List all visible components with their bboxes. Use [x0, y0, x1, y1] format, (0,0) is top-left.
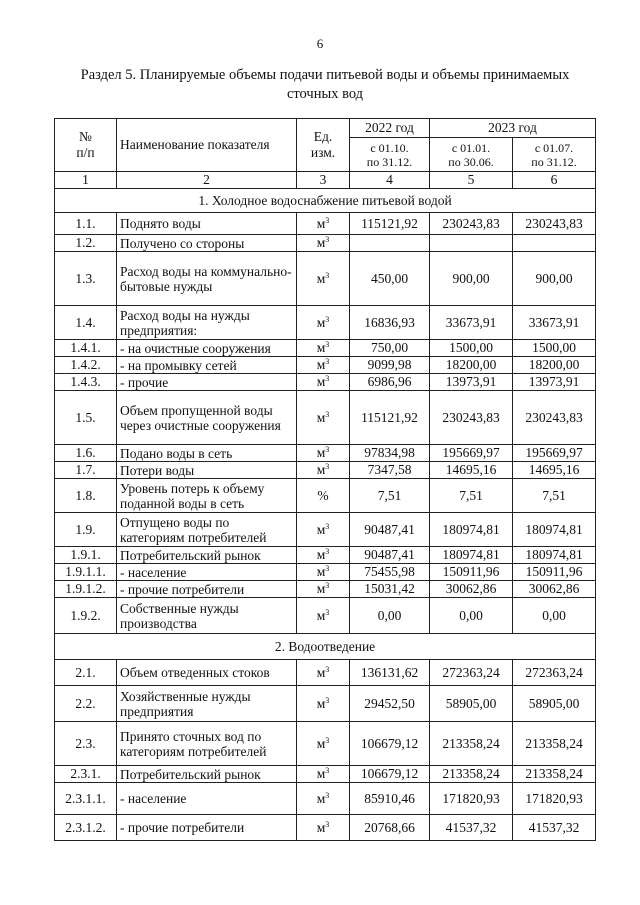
value-2022-q4: 9099,98 [350, 357, 430, 374]
index-cell: 3 [297, 172, 350, 189]
header-unit [297, 119, 350, 172]
index-cell: 6 [513, 172, 596, 189]
unit-text: м [316, 357, 326, 372]
value-2023-h1: 213358,24 [430, 766, 513, 783]
row-unit [297, 564, 350, 581]
unit-text: м [316, 374, 326, 389]
unit-exponent: 3 [325, 215, 330, 225]
value-2023-h2 [513, 235, 596, 252]
value-2022-q4: 75455,98 [350, 564, 430, 581]
row-name: Подано воды в сеть [117, 445, 297, 462]
row-name: - население [117, 783, 297, 815]
unit-exponent: 3 [325, 340, 330, 349]
row-name: - прочие [117, 374, 297, 391]
value-2023-h1: 58905,00 [430, 686, 513, 722]
header-name: Наименование показателя [117, 119, 297, 172]
value-2023-h2: 272363,24 [513, 660, 596, 686]
row-number: 1.8. [55, 479, 117, 513]
unit-text: м [316, 547, 326, 562]
row-unit [297, 815, 350, 841]
row-name: Принято сточных вод по категориям потребителей [117, 722, 297, 766]
row-unit [297, 340, 350, 357]
value-2023-h1: 14695,16 [430, 462, 513, 479]
table-row [55, 598, 596, 634]
value-2023-h1: 900,00 [430, 252, 513, 306]
table-row [55, 564, 596, 581]
table-row [55, 547, 596, 564]
value-2023-h1: 18200,00 [430, 357, 513, 374]
row-name: Получено со стороны [117, 235, 297, 252]
row-name: Хозяйственные нужды предприятия [117, 686, 297, 722]
header-period-1-line-1: с 01.10. [370, 140, 409, 155]
unit-text: м [316, 445, 326, 460]
row-name: - прочие потребители [117, 581, 297, 598]
header-year-2022: 2022 год [350, 119, 430, 138]
table-row [55, 306, 596, 340]
row-unit [297, 391, 350, 445]
header-period-3 [513, 138, 596, 172]
value-2023-h2: 230243,83 [513, 391, 596, 445]
unit-text: м [316, 735, 326, 751]
row-unit [297, 479, 350, 513]
value-2023-h2: 195669,97 [513, 445, 596, 462]
table-row [55, 391, 596, 445]
row-number: 1.9.1. [55, 547, 117, 564]
row-number: 1.4.2. [55, 357, 117, 374]
row-name: - на промывку сетей [117, 357, 297, 374]
unit-text: % [317, 487, 329, 503]
value-2023-h2: 213358,24 [513, 722, 596, 766]
value-2022-q4: 90487,41 [350, 513, 430, 547]
row-name: Расход воды на коммунально-бытовые нужды [117, 252, 297, 306]
row-number: 1.3. [55, 252, 117, 306]
row-unit [297, 581, 350, 598]
row-unit [297, 766, 350, 783]
table-row [55, 581, 596, 598]
header-number [55, 119, 117, 172]
header-year-2023: 2023 год [430, 119, 596, 138]
value-2023-h2: 13973,91 [513, 374, 596, 391]
page-number: 6 [316, 36, 324, 51]
unit-exponent: 3 [325, 462, 330, 471]
row-unit [297, 357, 350, 374]
unit-exponent: 3 [325, 235, 330, 244]
header-unit-line-1: Ед. [313, 129, 333, 144]
section-title-line-1: Раздел 5. Планируемые объемы подачи питьевой воды и объемы принимаемых [80, 67, 570, 83]
row-number: 1.4.1. [55, 340, 117, 357]
row-name: Объем отведенных стоков [117, 660, 297, 686]
header-period-3-line-1: с 01.07. [534, 140, 574, 155]
table-body [55, 189, 596, 841]
row-name: Потери воды [117, 462, 297, 479]
value-2023-h1: 7,51 [430, 479, 513, 513]
value-2023-h1: 150911,96 [430, 564, 513, 581]
value-2023-h1: 171820,93 [430, 783, 513, 815]
value-2022-q4: 97834,98 [350, 445, 430, 462]
row-name: - население [117, 564, 297, 581]
unit-text: м [316, 766, 326, 781]
value-2023-h1: 30062,86 [430, 581, 513, 598]
row-name: Потребительский рынок [117, 547, 297, 564]
row-unit [297, 722, 350, 766]
value-2023-h2: 30062,86 [513, 581, 596, 598]
row-unit [297, 686, 350, 722]
value-2023-h1: 33673,91 [430, 306, 513, 340]
value-2022-q4: 29452,50 [350, 686, 430, 722]
row-number: 2.3. [55, 722, 117, 766]
unit-exponent: 3 [325, 790, 330, 800]
row-unit [297, 462, 350, 479]
index-cell: 1 [55, 172, 117, 189]
table-row [55, 686, 596, 722]
row-name: Объем пропущенной воды через очистные сооружения [117, 391, 297, 445]
row-number: 1.1. [55, 213, 117, 235]
value-2023-h2: 230243,83 [513, 213, 596, 235]
value-2023-h2: 0,00 [513, 598, 596, 634]
index-cell: 2 [117, 172, 297, 189]
volumes-table [54, 118, 596, 841]
row-unit [297, 252, 350, 306]
value-2023-h2: 900,00 [513, 252, 596, 306]
table-row [55, 252, 596, 306]
value-2023-h2: 1500,00 [513, 340, 596, 357]
value-2022-q4: 750,00 [350, 340, 430, 357]
value-2023-h1: 213358,24 [430, 722, 513, 766]
table-row [55, 462, 596, 479]
table-row [55, 660, 596, 686]
unit-text: м [316, 462, 326, 477]
value-2023-h1 [430, 235, 513, 252]
value-2023-h2: 7,51 [513, 479, 596, 513]
section-header-row [55, 634, 596, 660]
table-row [55, 783, 596, 815]
unit-text: м [316, 790, 326, 806]
row-name: - прочие потребители [117, 815, 297, 841]
value-2023-h1: 41537,32 [430, 815, 513, 841]
value-2022-q4 [350, 235, 430, 252]
row-unit [297, 783, 350, 815]
value-2022-q4: 115121,92 [350, 213, 430, 235]
header-period-1-line-2: по 31.12. [366, 154, 413, 169]
value-2022-q4: 20768,66 [350, 815, 430, 841]
unit-exponent: 3 [325, 445, 330, 454]
unit-exponent: 3 [325, 607, 330, 617]
value-2023-h1: 180974,81 [430, 513, 513, 547]
row-number: 2.1. [55, 660, 117, 686]
row-unit [297, 660, 350, 686]
value-2022-q4: 7347,58 [350, 462, 430, 479]
table-row [55, 766, 596, 783]
value-2022-q4: 0,00 [350, 598, 430, 634]
value-2022-q4: 90487,41 [350, 547, 430, 564]
unit-exponent: 3 [325, 695, 330, 705]
row-number: 2.3.1.2. [55, 815, 117, 841]
table-row [55, 374, 596, 391]
row-unit [297, 547, 350, 564]
unit-exponent: 3 [325, 735, 330, 745]
row-name: Потребительский рынок [117, 766, 297, 783]
value-2023-h1: 180974,81 [430, 547, 513, 564]
unit-text: м [316, 340, 326, 355]
unit-exponent: 3 [325, 521, 330, 531]
unit-exponent: 3 [325, 547, 330, 556]
row-number: 2.2. [55, 686, 117, 722]
unit-exponent: 3 [325, 409, 330, 419]
row-unit [297, 513, 350, 547]
value-2023-h1: 1500,00 [430, 340, 513, 357]
row-number: 1.7. [55, 462, 117, 479]
unit-exponent: 3 [325, 357, 330, 366]
value-2022-q4: 106679,12 [350, 766, 430, 783]
unit-exponent: 3 [325, 766, 330, 775]
unit-exponent: 3 [325, 270, 330, 280]
value-2023-h1: 230243,83 [430, 213, 513, 235]
unit-text: м [316, 235, 326, 250]
value-2023-h2: 171820,93 [513, 783, 596, 815]
index-cell: 5 [430, 172, 513, 189]
table-row [55, 815, 596, 841]
value-2022-q4: 85910,46 [350, 783, 430, 815]
table-row [55, 235, 596, 252]
row-number: 2.3.1. [55, 766, 117, 783]
value-2023-h2: 150911,96 [513, 564, 596, 581]
value-2023-h1: 230243,83 [430, 391, 513, 445]
value-2023-h2: 14695,16 [513, 462, 596, 479]
index-cell: 4 [350, 172, 430, 189]
unit-exponent: 3 [325, 374, 330, 383]
value-2023-h2: 180974,81 [513, 547, 596, 564]
value-2023-h2: 180974,81 [513, 513, 596, 547]
row-name: Собственные нужды производства [117, 598, 297, 634]
value-2022-q4: 450,00 [350, 252, 430, 306]
row-number: 2.3.1.1. [55, 783, 117, 815]
unit-exponent: 3 [325, 664, 330, 674]
header-period-3-line-2: по 31.12. [531, 154, 577, 169]
section-title [60, 66, 590, 104]
row-name: Отпущено воды по категориям потребителей [117, 513, 297, 547]
row-name: Поднято воды [117, 213, 297, 235]
table-row [55, 722, 596, 766]
header-number-line-2: п/п [76, 145, 95, 160]
value-2023-h2: 58905,00 [513, 686, 596, 722]
unit-exponent: 3 [325, 564, 330, 573]
section-title-line-2: сточных вод [286, 86, 364, 102]
value-2022-q4: 106679,12 [350, 722, 430, 766]
unit-text: м [316, 409, 326, 425]
row-name: Уровень потерь к объему поданной воды в сеть [117, 479, 297, 513]
value-2022-q4: 15031,42 [350, 581, 430, 598]
row-unit [297, 598, 350, 634]
section-header-row [55, 189, 596, 213]
value-2023-h2: 41537,32 [513, 815, 596, 841]
row-unit [297, 213, 350, 235]
row-unit [297, 306, 350, 340]
row-number: 1.4. [55, 306, 117, 340]
value-2023-h2: 33673,91 [513, 306, 596, 340]
row-number: 1.9. [55, 513, 117, 547]
value-2023-h2: 18200,00 [513, 357, 596, 374]
value-2022-q4: 136131,62 [350, 660, 430, 686]
header-unit-line-2: изм. [310, 145, 336, 160]
unit-text: м [316, 819, 326, 835]
row-number: 1.6. [55, 445, 117, 462]
unit-text: м [316, 607, 326, 623]
value-2022-q4: 16836,93 [350, 306, 430, 340]
section-header: 1. Холодное водоснабжение питьевой водой [55, 189, 596, 213]
value-2023-h1: 0,00 [430, 598, 513, 634]
table-row [55, 479, 596, 513]
unit-exponent: 3 [325, 314, 330, 324]
unit-text: м [316, 314, 326, 330]
table-row [55, 357, 596, 374]
unit-text: м [316, 215, 326, 231]
value-2022-q4: 7,51 [350, 479, 430, 513]
section-header: 2. Водоотведение [55, 634, 596, 660]
row-number: 1.4.3. [55, 374, 117, 391]
value-2022-q4: 6986,96 [350, 374, 430, 391]
table-row [55, 445, 596, 462]
row-number: 1.9.2. [55, 598, 117, 634]
row-number: 1.5. [55, 391, 117, 445]
header-period-2-line-2: по 30.06. [448, 154, 494, 169]
value-2023-h2: 213358,24 [513, 766, 596, 783]
unit-text: м [316, 564, 326, 579]
value-2023-h1: 13973,91 [430, 374, 513, 391]
header-period-2 [430, 138, 513, 172]
header-period-1 [350, 138, 430, 172]
row-name: - на очистные сооружения [117, 340, 297, 357]
value-2022-q4: 115121,92 [350, 391, 430, 445]
unit-exponent: 3 [325, 819, 330, 829]
unit-text: м [316, 664, 326, 680]
value-2023-h1: 195669,97 [430, 445, 513, 462]
table-row [55, 513, 596, 547]
unit-exponent: 3 [325, 581, 330, 590]
row-number: 1.9.1.2. [55, 581, 117, 598]
unit-text: м [316, 521, 326, 537]
row-unit [297, 374, 350, 391]
unit-text: м [316, 695, 326, 711]
unit-text: м [316, 581, 326, 596]
value-2023-h1: 272363,24 [430, 660, 513, 686]
row-number: 1.9.1.1. [55, 564, 117, 581]
row-unit [297, 235, 350, 252]
row-number: 1.2. [55, 235, 117, 252]
header-period-2-line-1: с 01.01. [451, 140, 491, 155]
header-number-line-1: № [79, 129, 92, 144]
unit-text: м [316, 270, 326, 286]
table-row [55, 213, 596, 235]
table-row [55, 340, 596, 357]
row-unit [297, 445, 350, 462]
row-name: Расход воды на нужды предприятия: [117, 306, 297, 340]
